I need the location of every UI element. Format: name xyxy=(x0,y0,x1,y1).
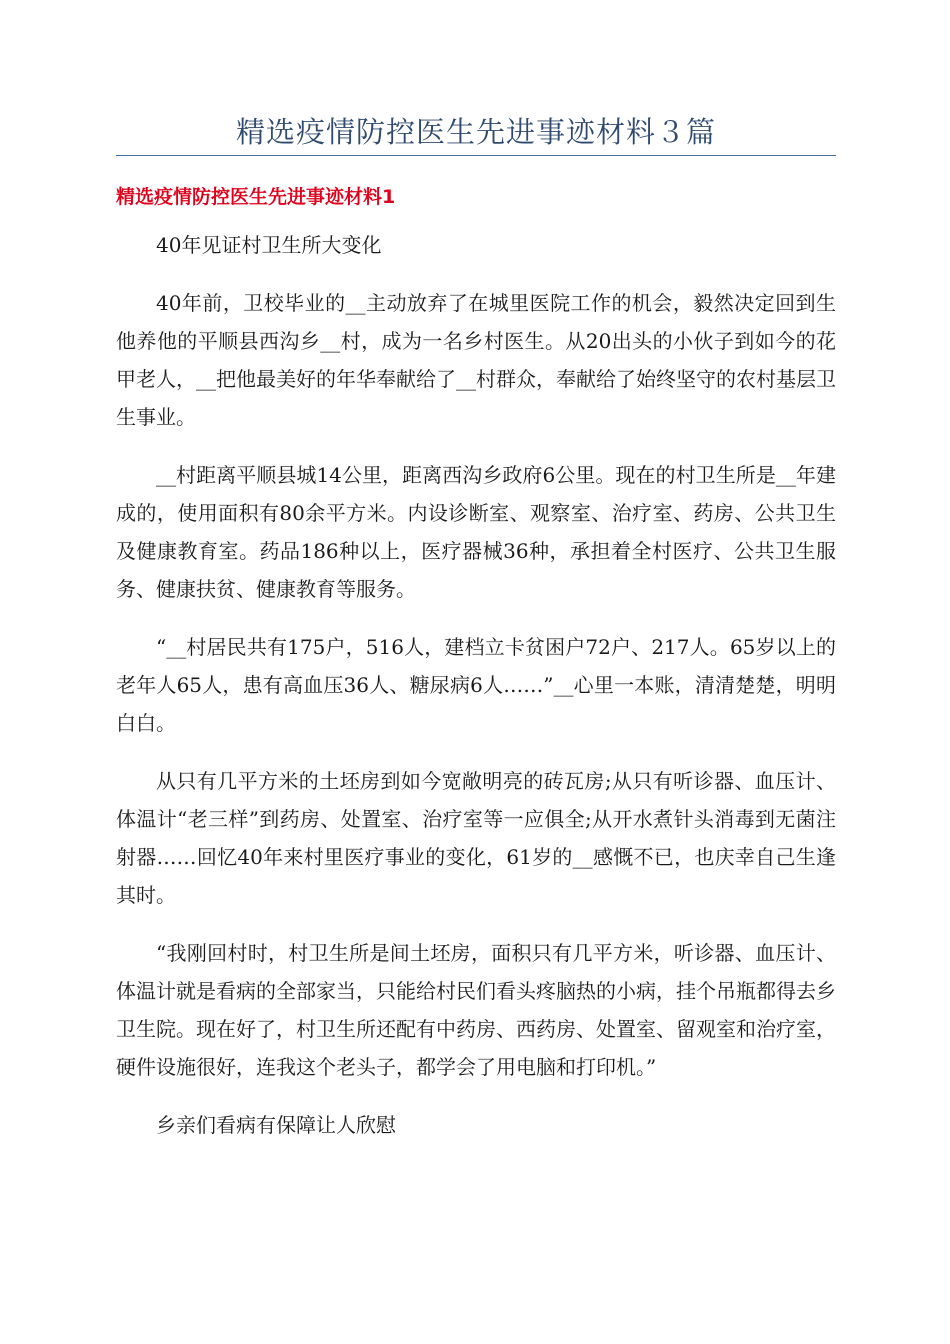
paragraph: 40年前，卫校毕业的__主动放弃了在城里医院工作的机会，毅然决定回到生他养他的平顺县西沟乡__村，成为一名乡村医生。从20出头的小伙子到如今的花甲老人，__把他最美好的年华奉献给了__村群众，奉献给了始终坚守的农村基层卫生事业。 xyxy=(116,291,836,429)
paragraph: “我刚回村时，村卫生所是间土坯房，面积只有几平方米，听诊器、血压计、体温计就是看病的全部家当，只能给村民们看头疼脑热的小病，挂个吊瓶都得去乡卫生院。现在好了，村卫生所还配有中药房、西药房、处置室、留观室和治疗室，硬件设施很好，连我这个老头子，都学会了用电脑和打印机。” xyxy=(116,941,836,1079)
document-title: 精选疫情防控医生先进事迹材料３篇 xyxy=(235,115,716,149)
paragraph-subtitle-1: 40年见证村卫生所大变化 xyxy=(156,233,382,257)
section-heading: 精选疫情防控医生先进事迹材料1 xyxy=(116,186,396,208)
paragraph: 从只有几平方米的土坯房到如今宽敞明亮的砖瓦房;从只有听诊器、血压计、体温计“老三样”到药房、处置室、治疗室等一应俱全;从开水煮针头消毒到无菌注射器……回忆40年来村里医疗事业的变化，61岁的__感慨不已，也庆幸自己生逢其时。 xyxy=(116,769,836,907)
paragraph-subtitle-2: 乡亲们看病有保障让人欣慰 xyxy=(156,1113,396,1137)
document-body xyxy=(116,226,836,1164)
paragraph: “__村居民共有175户，516人，建档立卡贫困户72户、217人。65岁以上的老年人65人，患有高血压36人、糖尿病6人……”__心里一本账，清清楚楚，明明白白。 xyxy=(116,635,836,735)
title-underline xyxy=(116,155,836,156)
paragraph: __村距离平顺县城14公里，距离西沟乡政府6公里。现在的村卫生所是__年建成的，使用面积有80余平方米。内设诊断室、观察室、治疗室、药房、公共卫生及健康教育室。药品186种以上，医疗器械36种，承担着全村医疗、公共卫生服务、健康扶贫、健康教育等服务。 xyxy=(116,463,836,601)
